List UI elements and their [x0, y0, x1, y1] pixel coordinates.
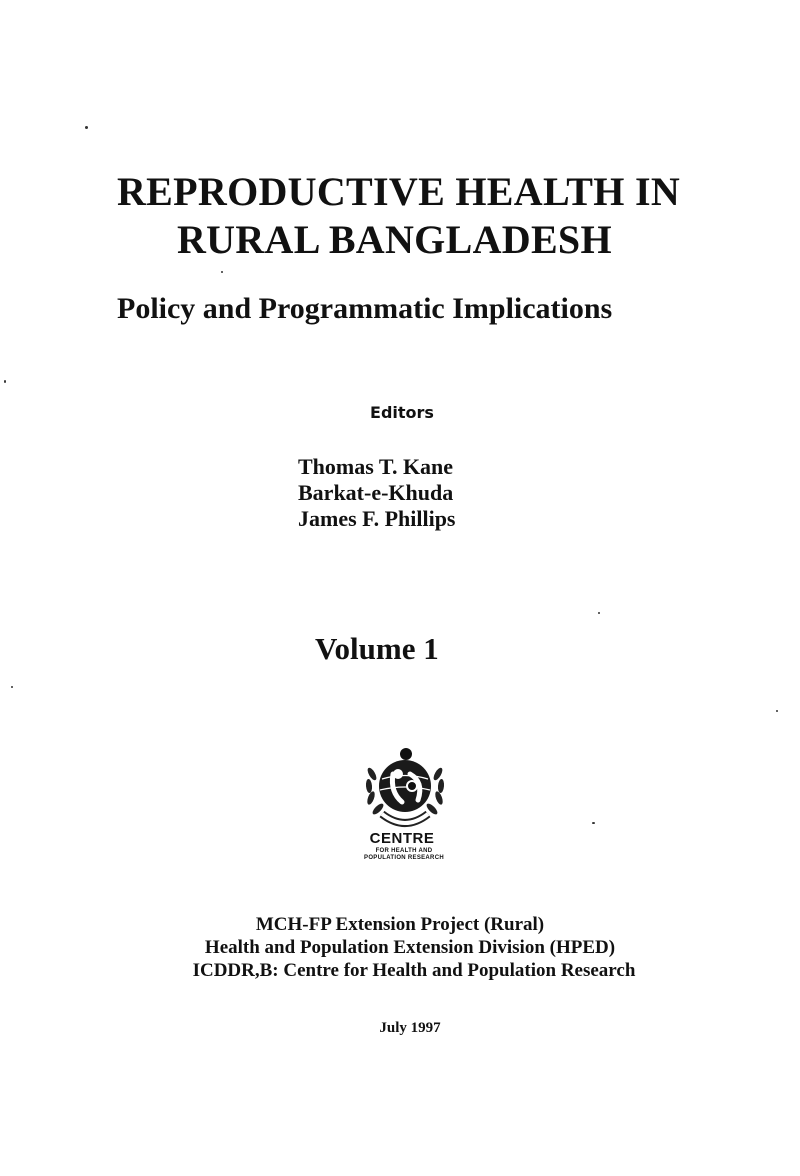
scan-speck: [4, 380, 6, 383]
organization-line: ICDDR,B: Centre for Health and Population Research: [192, 960, 636, 981]
scan-speck: [221, 271, 223, 273]
logo-subtitle-line: POPULATION RESEARCH: [364, 855, 444, 861]
organization-line: MCH-FP Extension Project (Rural): [255, 914, 545, 935]
scan-speck: [776, 710, 778, 712]
scan-speck: [592, 822, 595, 824]
publication-date: July 1997: [379, 1020, 441, 1036]
editor-name: Barkat-e-Khuda: [298, 480, 454, 505]
subtitle: Policy and Programmatic Implications: [117, 292, 613, 325]
icddrb-emblem-icon: [360, 744, 450, 834]
scan-speck: [85, 126, 88, 129]
scan-speck: [11, 686, 13, 688]
logo-subtitle-line: FOR HEALTH AND: [375, 848, 433, 854]
editors-label: Editors: [370, 403, 434, 422]
organization-line: Health and Population Extension Division (HPED): [204, 937, 616, 958]
volume-label: Volume 1: [315, 631, 439, 666]
scan-speck: [598, 612, 600, 614]
editor-name: Thomas T. Kane: [298, 454, 454, 479]
logo-centre-label: CENTRE: [369, 830, 435, 847]
title-line-2: RURAL BANGLADESH: [177, 217, 612, 262]
editor-name: James F. Phillips: [298, 506, 456, 531]
title-line-1: REPRODUCTIVE HEALTH IN: [117, 169, 681, 214]
